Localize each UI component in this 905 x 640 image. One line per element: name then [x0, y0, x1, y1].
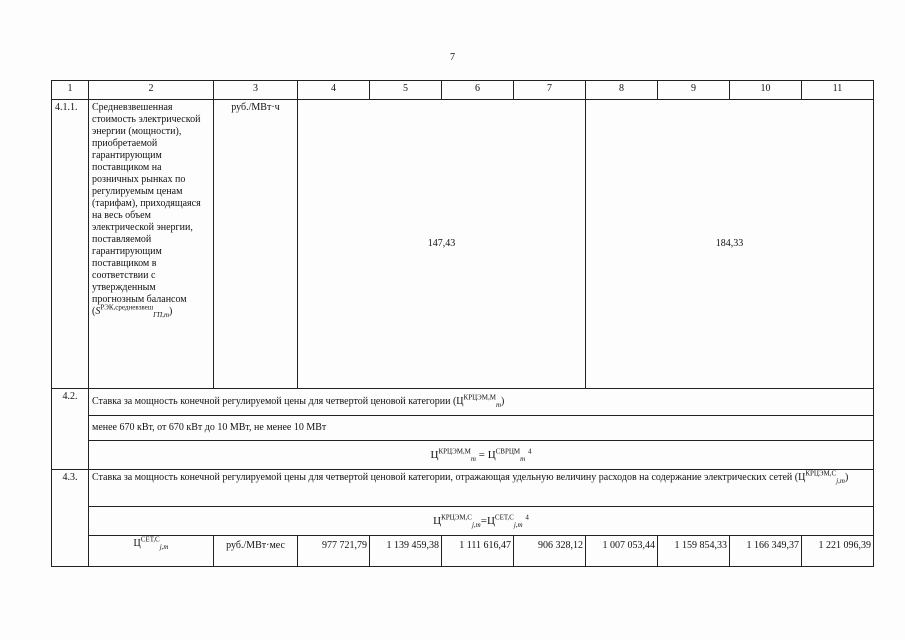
row-4-1-1-description-text: Средневзвешенная стоимость электрической энергии (мощности), приобретаемой гарантирующим поставщиком на розничных рынках по регулируемым ценам (тарифам), приходящаяся на весь объем электрической энергии, поставляемой гарантирующим поставщиком в соответствии с утвержденным прогнозным балансом ( [92, 102, 201, 317]
row-4-2-title-cell [89, 389, 874, 416]
header-col-5: 5 [370, 81, 442, 100]
row-4-3-sub-label-sup: СЕТ,С [140, 535, 160, 544]
row-4-3-formula-rhs-sub: j,m [513, 521, 523, 530]
row-4-3-title-sup: КРЦЭМ,С [805, 469, 837, 478]
row-4-3-formula-cell [89, 507, 874, 536]
row-4-3-sub-label-base: Ц [133, 538, 141, 549]
row-4-3-formula-lhs-sub: j,m [471, 521, 481, 530]
row-4-1-1 [52, 100, 874, 389]
header-col-3: 3 [214, 81, 298, 100]
row-4-1-1-value-cols-4-7: 147,43 [298, 100, 586, 389]
row-4-2-formula-note: 4 [527, 447, 532, 456]
row-4-3-title [52, 470, 874, 507]
row-4-2-formula-eq: = [475, 449, 488, 461]
row-4-3-formula-lhs-sup: КРЦЭМ,С [441, 513, 472, 522]
row-4-1-1-symbol-sup: РЭК,средневзвеш [100, 303, 154, 312]
header-col-1: 1 [52, 81, 89, 100]
header-col-7: 7 [514, 81, 586, 100]
row-4-2-formula-lhs: Ц [430, 449, 439, 461]
row-4-3-title-text: Ставка за мощность конечной регулируемой цены для четвертой ценовой категории, отражающая удельную величину расходов на содержание электрических сетей (Ц [92, 472, 806, 483]
row-4-2-title-text: Ставка за мощность конечной регулируемой цены для четвертой ценовой категории (Ц [92, 396, 464, 407]
row-4-3-value-col-5: 1 139 459,38 [370, 536, 442, 567]
row-4-3-value-col-7: 906 328,12 [514, 536, 586, 567]
header-row [52, 81, 874, 100]
row-4-2-formula-rhs-sup: СВРЦМ [495, 447, 521, 456]
row-4-3-values [52, 536, 874, 567]
row-4-2-ranges-cell: менее 670 кВт, от 670 кВт до 10 МВт, не менее 10 МВт [89, 416, 874, 441]
row-4-3-formula [52, 507, 874, 536]
tariff-table [51, 80, 874, 567]
header-col-11: 11 [802, 81, 874, 100]
row-4-1-1-symbol-close: ) [169, 306, 173, 317]
row-4-2-ranges [52, 416, 874, 441]
row-4-3-value-col-9: 1 159 854,33 [658, 536, 730, 567]
row-4-2-title-sub: m [495, 401, 502, 409]
row-4-3-formula-rhs: Ц [486, 515, 495, 527]
header-col-6: 6 [442, 81, 514, 100]
row-4-1-1-description [89, 100, 214, 389]
row-4-2-formula-rhs-sub: m [520, 455, 526, 464]
row-4-1-1-symbol-sub: ГП,m [153, 311, 169, 319]
row-4-2-title-close: ) [501, 396, 505, 407]
row-4-3-formula-eq: = [480, 515, 487, 527]
row-4-3-value-col-8: 1 007 053,44 [586, 536, 658, 567]
row-4-3-formula-lhs: Ц [433, 515, 442, 527]
header-col-8: 8 [586, 81, 658, 100]
row-4-3-unit: руб./МВт·мес [214, 536, 298, 567]
row-4-3-formula-note: 4 [525, 513, 529, 522]
page-number: 7 [450, 52, 455, 63]
row-4-2-formula [52, 441, 874, 470]
row-4-2-formula-lhs-sub: m [470, 455, 476, 464]
row-4-2-formula-lhs-sup: КРЦЭМ,М [438, 447, 471, 456]
row-4-1-1-number: 4.1.1. [52, 100, 89, 389]
row-4-3-number: 4.3. [52, 470, 89, 567]
row-4-1-1-value-cols-8-11: 184,33 [586, 100, 874, 389]
row-4-3-formula-rhs-sup: СЕТ,С [494, 513, 514, 522]
header-col-10: 10 [730, 81, 802, 100]
row-4-3-value-col-11: 1 221 096,39 [802, 536, 874, 567]
header-col-9: 9 [658, 81, 730, 100]
row-4-3-value-col-10: 1 166 349,37 [730, 536, 802, 567]
row-4-1-1-symbol: S [95, 306, 101, 317]
row-4-3-sub-label-sub: j,m [159, 543, 169, 551]
row-4-3-title-sub: j,m [836, 477, 845, 485]
row-4-3-value-col-4: 977 721,79 [298, 536, 370, 567]
header-col-4: 4 [298, 81, 370, 100]
row-4-3-sub-label [89, 536, 214, 567]
header-col-2: 2 [89, 81, 214, 100]
row-4-2-number: 4.2. [52, 389, 89, 470]
row-4-2-title-sup: КРЦЭМ,М [463, 393, 496, 402]
row-4-3-title-close: ) [844, 472, 849, 483]
row-4-3-title-cell [89, 470, 874, 507]
row-4-2-formula-cell [89, 441, 874, 470]
row-4-1-1-unit: руб./МВт·ч [214, 100, 298, 389]
row-4-3-value-col-6: 1 111 616,47 [442, 536, 514, 567]
row-4-2-title [52, 389, 874, 416]
row-4-2-formula-rhs: Ц [487, 449, 496, 461]
